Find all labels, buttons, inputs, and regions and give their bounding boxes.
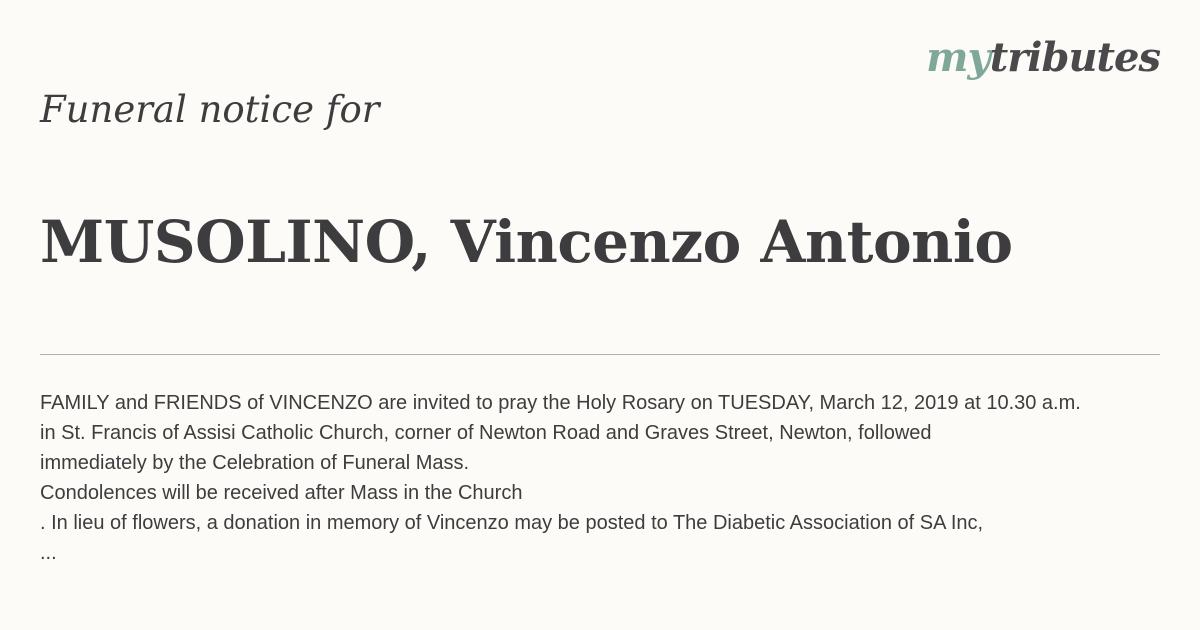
deceased-name: MUSOLINO, Vincenzo Antonio — [40, 208, 1013, 276]
divider — [40, 354, 1160, 355]
notice-body-line: immediately by the Celebration of Funeral Mass. — [40, 452, 470, 474]
mytributes-logo — [926, 34, 1160, 82]
notice-body-ellipsis: ... — [40, 542, 57, 564]
notice-body — [40, 388, 1160, 568]
notice-body-line: Condolences will be received after Mass in the Church — [40, 482, 523, 504]
logo-suffix: tributes — [989, 34, 1160, 81]
notice-body-line: . In lieu of flowers, a donation in memory of Vincenzo may be posted to The Diabetic Association of SA Inc, — [40, 512, 984, 534]
notice-subtitle: Funeral notice for — [40, 88, 380, 131]
notice-body-line: in St. Francis of Assisi Catholic Church, corner of Newton Road and Graves Street, Newton, followed — [40, 422, 932, 444]
logo-prefix: my — [926, 34, 990, 81]
notice-body-line: FAMILY and FRIENDS of VINCENZO are invited to pray the Holy Rosary on TUESDAY, March 12, 2019 at 10.30 a.m. — [40, 392, 1081, 414]
